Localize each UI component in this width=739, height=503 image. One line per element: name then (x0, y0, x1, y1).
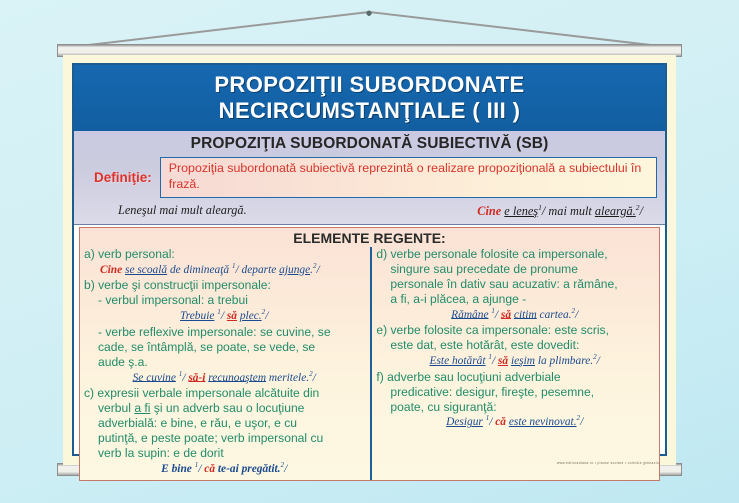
poster-title (74, 65, 665, 131)
poster-subtitle: PROPOZIŢIA SUBORDONATĂ SUBIECTIVĂ (SB) (190, 135, 549, 153)
right-column-line: predicative: desigur, fireşte, pesemne, (390, 384, 595, 399)
left-column-line: verb la supin: e de dorit (98, 445, 224, 460)
poster-content (72, 63, 667, 475)
left-column-example: Se cuvine $^1$/ să-i recunoaştem meritele.$^2$/ (132, 369, 316, 384)
example-complex: Cine e leneş$^1$/ mai mult aleargă.$^2$/ (477, 202, 643, 218)
watermark: www.edituradiana.ro • planse scolare • colectia gimnaziu (556, 461, 659, 465)
panel-columns (80, 247, 659, 480)
right-column-line: d) verbe personale folosite ca impersonale, (376, 246, 608, 261)
title-line-1: PROPOZIŢII SUBORDONATE (214, 72, 525, 97)
left-column-line: cade, se întâmplă, se poate, se vede, se (98, 339, 316, 354)
left-column-example: E bine $^1$/ că te-ai pregătit.$^2$/ (161, 460, 288, 475)
elements-panel-wrapper (74, 225, 665, 485)
left-column-line: b) verbe şi construcţii impersonale: (84, 278, 271, 293)
title-line-2: NECIRCUMSTANŢIALE ( III ) (218, 97, 521, 123)
right-column-line: poate, cu siguranţă: (390, 399, 497, 414)
poster-sheet (63, 55, 676, 475)
right-column-example: Desigur $^1$/ că este nevinovat.$^2$/ (446, 414, 584, 429)
left-column-line: - verbe reflexive impersonale: se cuvine, se (98, 324, 331, 339)
left-column-example: Cine se scoală de dimineaţă $^1$/ departe ajunge.$^2$/ (100, 261, 320, 276)
example-simple: Leneşul mai mult aleargă. (118, 202, 247, 217)
right-column-example: Rămâne $^1$/ să citim cartea.$^2$/ (451, 306, 579, 321)
example-part1: e leneş (504, 203, 539, 218)
left-column-line: aude ş.a. (98, 354, 148, 369)
left-column-example: Trebuie $^1$/ să plec.$^2$/ (180, 308, 269, 323)
left-column-line: verbul a fi şi un adverb sau o locuţiune (98, 401, 305, 416)
right-column-line: singure sau precedate de pronume (390, 261, 578, 276)
example-connector: Cine (477, 203, 502, 218)
left-column-line: adverbială: e bine, e rău, e uşor, e cu (98, 416, 298, 431)
example-sup2: 2 (635, 202, 640, 212)
left-column-line: putinţă, e peste poate; verb impersonal cu (98, 431, 324, 446)
definition-label: Definiţie: (94, 169, 152, 185)
left-column-line: c) expresii verbale impersonale alcătuite din (84, 386, 320, 401)
right-column-line: a fi, a-i plăcea, a ajunge - (390, 291, 527, 306)
definition-box: Propoziţia subordonată subiectivă reprezintă o realizare propoziţională a subiectului în frază. (160, 157, 657, 198)
elemente-regente-panel (79, 227, 660, 481)
example-sup1: 1 (538, 202, 542, 212)
definition-row (80, 157, 659, 201)
right-column-line: personale în dativ sau acuzativ: a rămâne, (390, 276, 618, 291)
hanging-cord (0, 0, 739, 46)
example-part2: mai mult (548, 203, 592, 218)
right-column-example: Este hotărât $^1$/ să ieşim la plimbare.$^2$/ (429, 353, 600, 367)
subtitle-region (74, 131, 665, 225)
right-column-line: f) adverbe sau locuţiuni adverbiale (376, 369, 561, 384)
panel-column-right (372, 247, 659, 480)
left-column-line: - verbul impersonal: a trebui (98, 293, 248, 308)
right-column-line: e) verbe folosite ca impersonale: este scris, (376, 323, 609, 338)
right-column-line: este dat, este hotărât, este dovedit: (390, 338, 580, 353)
example-underlined2: aleargă. (594, 203, 636, 218)
left-column-line: a) verb personal: (84, 246, 175, 261)
panel-column-left (80, 247, 372, 480)
example-row (80, 201, 659, 220)
panel-heading: ELEMENTE REGENTE: (293, 229, 446, 246)
